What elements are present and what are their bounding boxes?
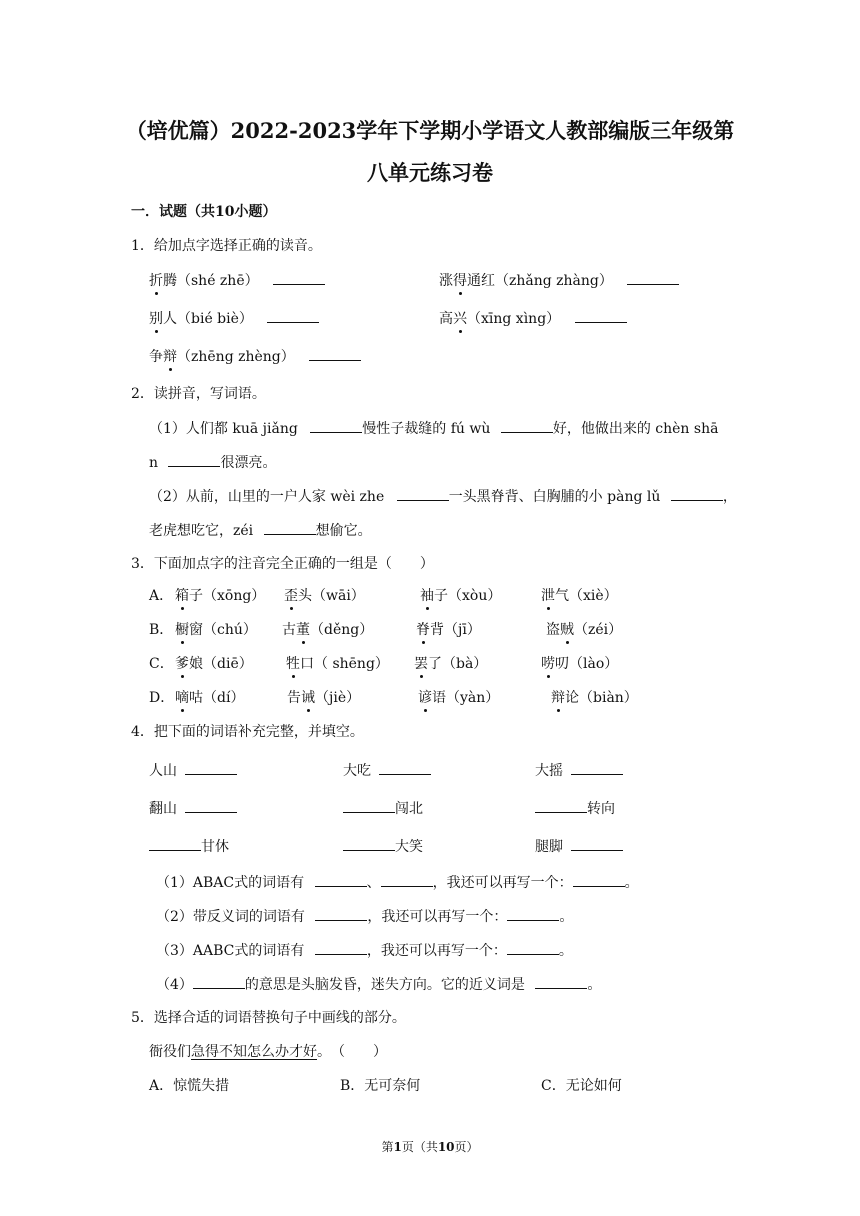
question-2-stem: 2．读拼音，写词语。 [131, 386, 266, 402]
answer-blank[interactable] [343, 798, 395, 813]
q3-option-item: 脊背（jī） [416, 622, 481, 638]
q3-option-item: 谚语（yàn） [418, 690, 500, 706]
q4-sub-1: （1）ABAC式的词语有 、 ，我还可以再写一个： 。 [156, 872, 639, 893]
answer-blank[interactable] [507, 906, 559, 921]
q3-option-b[interactable]: B． [149, 622, 174, 638]
answer-blank[interactable] [535, 798, 587, 813]
answer-blank[interactable] [309, 346, 361, 361]
q3-option-item: 唠叨（lào） [541, 656, 619, 672]
answer-blank[interactable] [397, 486, 449, 501]
q3-option-item: 箱子（xōng） [175, 588, 266, 604]
answer-blank[interactable] [193, 974, 245, 989]
q4-word: 大摇 [535, 760, 623, 781]
answer-blank[interactable] [267, 308, 319, 323]
question-1-stem: 1．给加点字选择正确的读音。 [131, 238, 322, 254]
q3-option-item: 辩论（biàn） [551, 690, 638, 706]
q3-option-item: 歪头（wāi） [284, 588, 365, 604]
answer-blank[interactable] [185, 760, 237, 775]
answer-blank[interactable] [273, 270, 325, 285]
answer-blank[interactable] [315, 940, 367, 955]
q4-word: 人山 [149, 760, 237, 781]
q3-option-item: 泄气（xiè） [541, 588, 618, 604]
q5-option-b[interactable]: B．无可奈何 [340, 1078, 421, 1094]
page-footer: 第1页（共10页） [381, 1140, 479, 1154]
q2-part-1-line-1: （1）人们都 kuā jiǎng 慢性子裁缝的 fú wù 好，他做出来的 chèn shā [149, 418, 718, 439]
answer-blank[interactable] [185, 798, 237, 813]
q4-sub-2: （2）带反义词的词语有 ，我还可以再写一个： 。 [156, 906, 573, 927]
q4-word: 腿脚 [535, 836, 623, 857]
q4-word: 大笑 [343, 836, 423, 857]
q4-word: 翻山 [149, 798, 237, 819]
section-heading: 一．试题（共10小题） [131, 204, 277, 220]
answer-blank[interactable] [571, 760, 623, 775]
q4-word: 闯北 [343, 798, 423, 819]
q1-item: 别人（bié biè） [149, 308, 319, 329]
q3-option-item: 爹娘（diē） [175, 656, 253, 672]
answer-blank[interactable] [381, 872, 433, 887]
q3-option-item: 橱窗（chú） [175, 622, 257, 638]
q4-sub-3: （3）AABC式的词语有 ，我还可以再写一个： 。 [156, 940, 573, 961]
q3-option-d[interactable]: D． [149, 690, 175, 706]
answer-blank[interactable] [168, 452, 220, 467]
q4-word: 甘休 [149, 836, 229, 857]
page-title-line-1: （培优篇）2022-2023学年下学期小学语文人教部编版三年级第 [125, 118, 735, 143]
answer-blank[interactable] [627, 270, 679, 285]
q1-item: 涨得通红（zhǎng zhàng） [439, 270, 679, 291]
q5-option-a[interactable]: A．惊慌失措 [149, 1078, 230, 1094]
q3-option-item: 盗贼（zéi） [546, 622, 623, 638]
q5-sentence: 衙役们急得不知怎么办才好。 （ ） [149, 1044, 387, 1060]
answer-blank[interactable] [310, 418, 362, 433]
q1-item: 折腾（shé zhē） [149, 270, 325, 291]
question-5-stem: 5．选择合适的词语替换句子中画线的部分。 [131, 1010, 406, 1026]
answer-blank[interactable] [379, 760, 431, 775]
q3-option-item: 袖子（xòu） [420, 588, 502, 604]
answer-blank[interactable] [671, 486, 723, 501]
q1-item: 争辩（zhēng zhèng） [149, 346, 361, 367]
q3-option-item: 古董（děng） [282, 622, 374, 638]
q2-part-2-line-2: 老虎想吃它，zéi 想偷它。 [149, 520, 372, 541]
answer-blank[interactable] [507, 940, 559, 955]
question-4-stem: 4．把下面的词语补充完整，并填空。 [131, 724, 364, 740]
q3-option-item: 牲口（ shēng） [286, 656, 389, 672]
page-title-line-2: 八单元练习卷 [367, 160, 493, 185]
q1-item: 高兴（xīng xìng） [439, 308, 627, 329]
q3-option-item: 罢了（bà） [414, 656, 488, 672]
q5-option-c[interactable]: C．无论如何 [541, 1078, 622, 1094]
answer-blank[interactable] [573, 872, 625, 887]
answer-blank[interactable] [571, 836, 623, 851]
answer-blank[interactable] [315, 906, 367, 921]
question-3-stem: 3．下面加点字的注音完全正确的一组是（ ） [131, 556, 434, 572]
underlined-phrase: 急得不知怎么办才好 [191, 1044, 317, 1060]
q3-option-item: 告诫（jiè） [287, 690, 361, 706]
q2-part-2-line-1: （2）从前，山里的一户人家 wèi zhe 一头黑脊背、白胸脯的小 pàng lǔ ， [149, 486, 737, 507]
answer-blank[interactable] [315, 872, 367, 887]
q3-option-c[interactable]: C． [149, 656, 174, 672]
answer-blank[interactable] [343, 836, 395, 851]
q3-option-item: 嘀咕（dí） [175, 690, 245, 706]
answer-blank[interactable] [535, 974, 587, 989]
q3-option-a[interactable]: A． [149, 588, 174, 604]
q4-word: 大吃 [343, 760, 431, 781]
q2-part-1-line-2: n 很漂亮。 [149, 452, 276, 473]
q4-word: 转向 [535, 798, 615, 819]
answer-blank[interactable] [264, 520, 316, 535]
answer-blank[interactable] [501, 418, 553, 433]
q4-sub-4: （4） 的意思是头脑发昏，迷失方向。它的近义词是 。 [156, 974, 601, 995]
answer-blank[interactable] [575, 308, 627, 323]
answer-blank[interactable] [149, 836, 201, 851]
